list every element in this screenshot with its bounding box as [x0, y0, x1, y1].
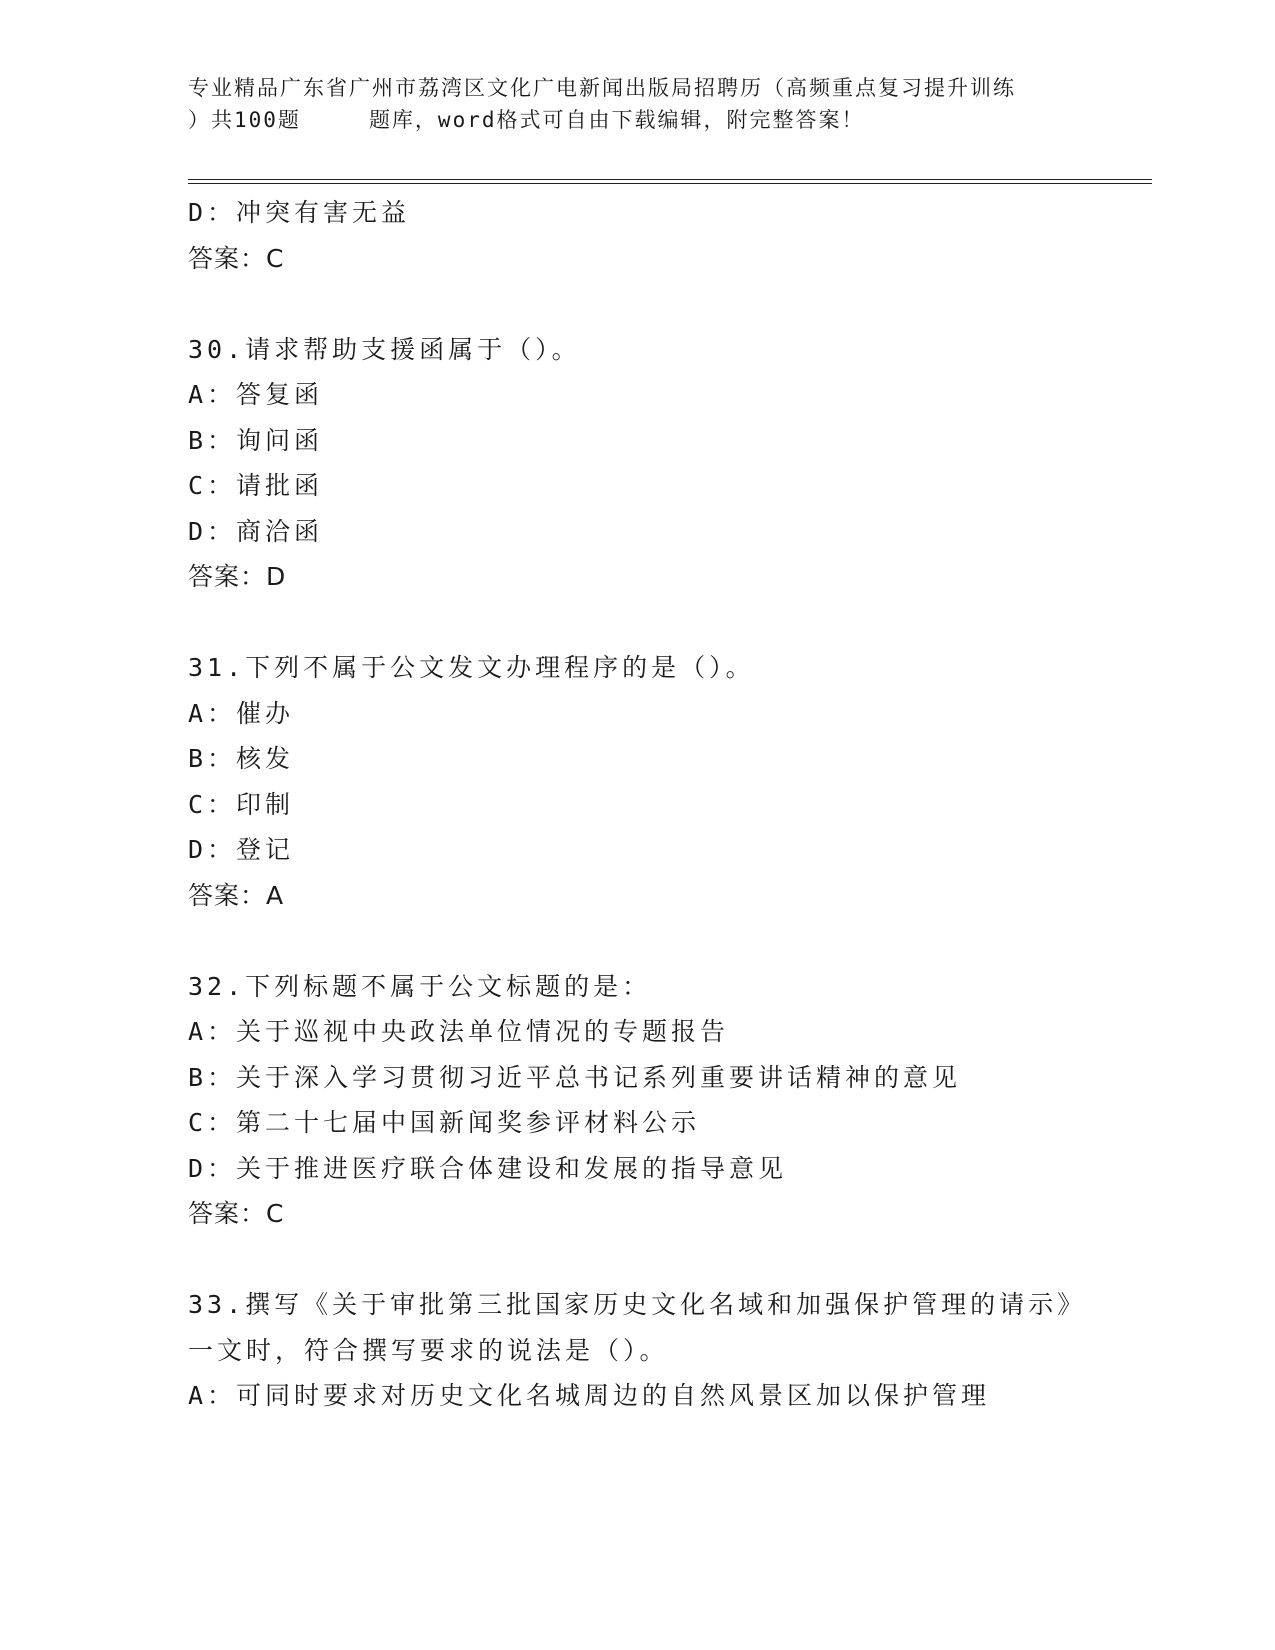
answer: 答案：D	[188, 562, 287, 591]
option-b: B：询问函	[188, 425, 324, 455]
option-d: D：登记	[188, 835, 295, 864]
answer: 答案：A	[188, 880, 285, 910]
option-b: B：关于深入学习贯彻习近平总书记系列重要讲话精神的意见	[188, 1062, 962, 1092]
option-c: C：请批函	[188, 471, 324, 500]
header-line-1: 专业精品广东省广州市荔湾区文化广电新闻出版局招聘历（高频重点复习提升训练	[188, 76, 1016, 100]
question-31	[188, 645, 1148, 918]
document-header	[188, 72, 1148, 136]
option-a: A：关于巡视中央政法单位情况的专题报告	[188, 1017, 730, 1046]
question-list	[188, 190, 1148, 1419]
option-c: C：第二十七届中国新闻奖参评材料公示	[188, 1108, 701, 1137]
header-count: ）共100题	[188, 108, 301, 132]
option-a: A：答复函	[188, 380, 324, 409]
header-note: 题库，word格式可自由下载编辑，附完整答案！	[368, 108, 865, 132]
option-d: D：关于推进医疗联合体建设和发展的指导意见	[188, 1153, 788, 1183]
question-33	[188, 1282, 1148, 1419]
question-stem-line-2: 一文时，符合撰写要求的说法是（）。	[188, 1335, 669, 1365]
question-stem: 30.请求帮助支援函属于（）。	[188, 334, 581, 364]
question-stem: 32.下列标题不属于公文标题的是：	[188, 971, 652, 1001]
option-a: A：可同时要求对历史文化名城周边的自然风景区加以保护管理	[188, 1381, 991, 1410]
option-a: A：催办	[188, 698, 295, 728]
answer: 答案：C	[188, 1199, 285, 1228]
option-b: B：核发	[188, 744, 295, 773]
header-rule-top	[188, 179, 1152, 180]
answer: 答案：C	[188, 243, 285, 273]
header-rule-bottom	[188, 183, 1152, 184]
question-stem-line-1: 33.撰写《关于审批第三批国家历史文化名域和加强保护管理的请示》	[188, 1290, 1087, 1319]
question-30	[188, 327, 1148, 600]
option-d: D：冲突有害无益	[188, 198, 411, 227]
question-stem: 31.下列不属于公文发文办理程序的是（）。	[188, 653, 755, 682]
question-fragment	[188, 190, 1148, 281]
header-line-2	[188, 104, 1148, 136]
option-d: D：商洽函	[188, 516, 324, 546]
question-32	[188, 964, 1148, 1237]
option-c: C：印制	[188, 789, 295, 819]
